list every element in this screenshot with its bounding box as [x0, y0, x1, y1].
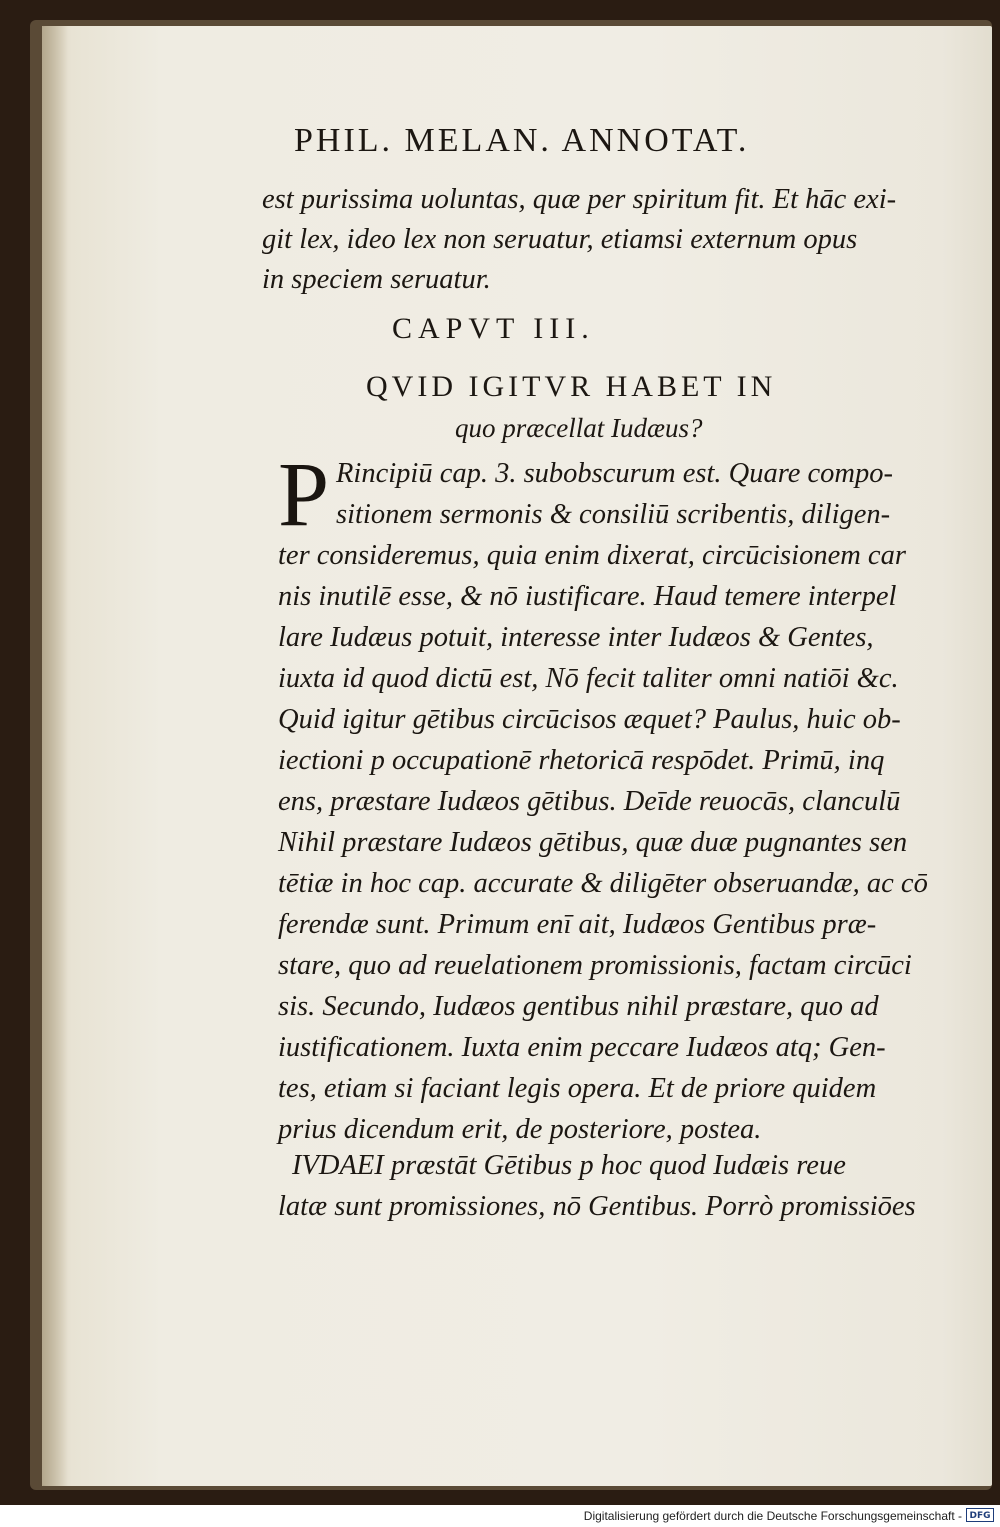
running-head: PHIL. MELAN. ANNOTAT.: [294, 122, 750, 159]
text-line: sis. Secundo, Iudæos gentibus nihil præstare, quo ad: [278, 991, 879, 1022]
text-line: IVDAEI præstāt Gētibus p hoc quod Iudæis reue: [292, 1150, 846, 1181]
question-heading: QVID IGITVR HABET IN: [366, 370, 777, 403]
text-line: ferendæ sunt. Primum enī ait, Iudæos Gentibus præ-: [278, 909, 877, 940]
page-gutter: [42, 26, 68, 1486]
text-line: nis inutilē esse, & nō iustificare. Haud temere interpel: [278, 581, 897, 612]
text-line: Quid igitur gētibus circūcisos æquet? Paulus, huic ob-: [278, 704, 901, 735]
footer-bar: [0, 1505, 1000, 1527]
text-line: lare Iudæus potuit, interesse inter Iudæos & Gentes,: [278, 622, 874, 653]
dfg-logo: DFG: [966, 1508, 994, 1522]
text-line: tes, etiam si faciant legis opera. Et de priore quidem: [278, 1073, 877, 1104]
text-line: iectioni p occupationē rhetoricā respōdet. Primū, inq: [278, 745, 885, 776]
text-line: latæ sunt promissiones, nō Gentibus. Porrò promissiōes: [278, 1191, 916, 1222]
question-subheading: quo præcellat Iudæus?: [455, 413, 703, 443]
text-line: stare, quo ad reuelationem promissionis, factam circūci: [278, 950, 912, 981]
text-line: iuxta id quod dictū est, Nō fecit taliter omni natiōi &c.: [278, 663, 899, 694]
chapter-heading: CAPVT III.: [392, 312, 595, 345]
text-line: prius dicendum erit, de posteriore, postea.: [278, 1114, 762, 1145]
text-line: Nihil præstare Iudæos gētibus, quæ duæ pugnantes sen: [278, 827, 908, 858]
text-line: tētiæ in hoc cap. accurate & diligēter obseruandæ, ac cō: [278, 868, 928, 899]
drop-cap: P: [278, 443, 330, 545]
text-line: in speciem seruatur.: [262, 264, 491, 295]
text-line: iustificationem. Iuxta enim peccare Iudæos atq; Gen-: [278, 1032, 886, 1063]
text-line: sitionem sermonis & consiliū scribentis, diligen-: [336, 499, 891, 530]
funding-credit: Digitalisierung gefördert durch die Deutsche Forschungsgemeinschaft -: [583, 1509, 962, 1523]
text-line: est purissima uoluntas, quæ per spiritum fit. Et hāc exi-: [262, 184, 897, 215]
text-line: git lex, ideo lex non seruatur, etiamsi externum opus: [262, 224, 858, 255]
text-line: Rincipiū cap. 3. subobscurum est. Quare compo-: [336, 458, 893, 489]
text-line: ter consideremus, quia enim dixerat, circūcisionem car: [278, 540, 906, 571]
text-line: ens, præstare Iudæos gētibus. Deīde reuocās, clanculū: [278, 786, 901, 817]
